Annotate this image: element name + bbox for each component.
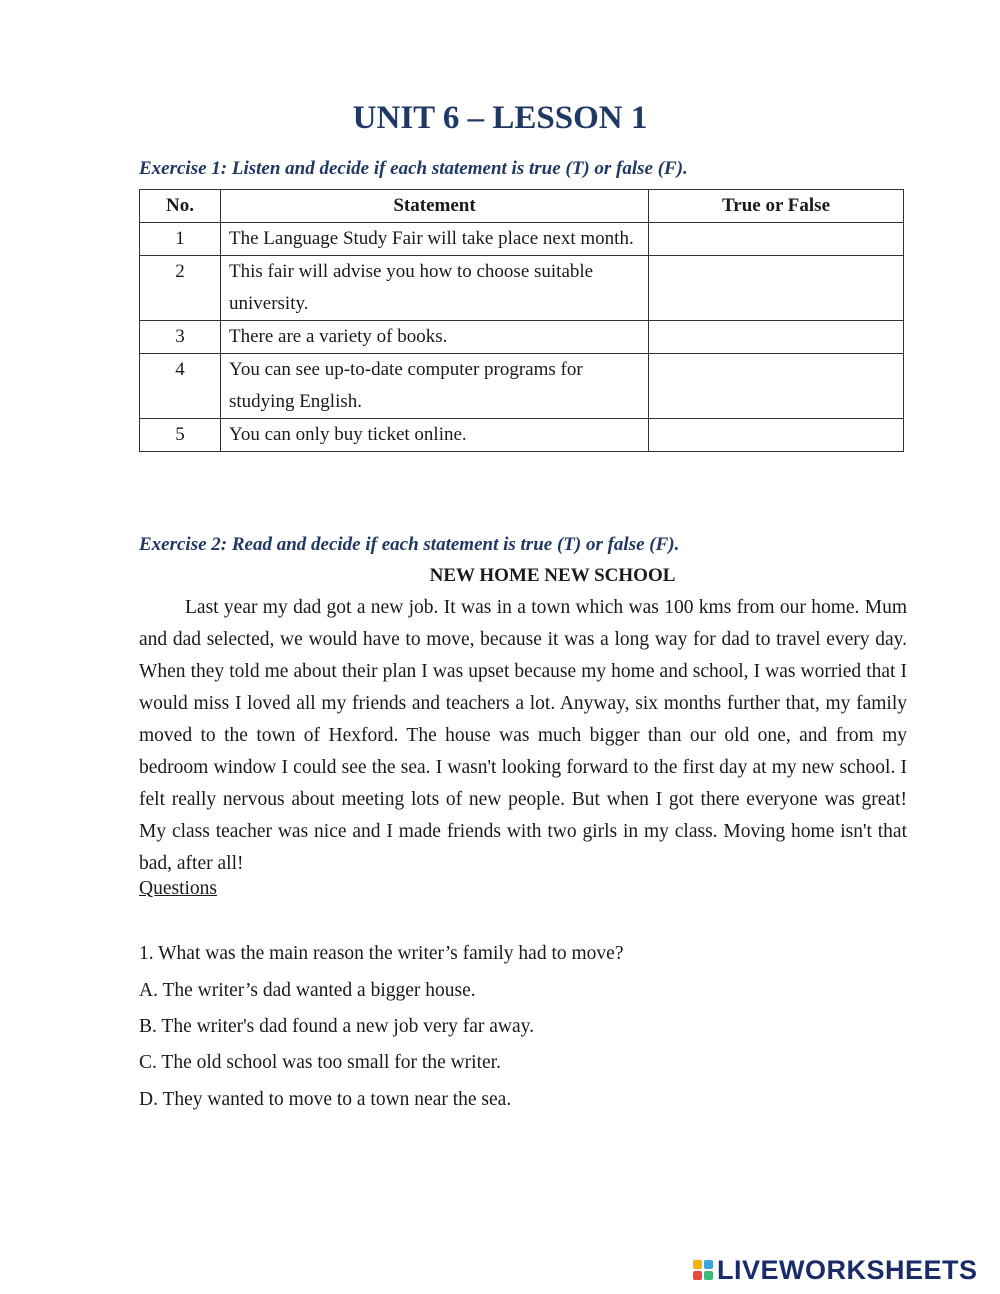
brand-mark-square bbox=[704, 1260, 713, 1269]
table-row bbox=[140, 223, 904, 256]
exercise1-heading: Exercise 1: Listen and decide if each statement is true (T) or false (F). bbox=[139, 158, 688, 179]
reading-passage: Last year my dad got a new job. It was in a town which was 100 kms from our home. Mum and dad selected, we would have to move, because it was a long way for dad to travel every day. When they told me about their plan I was upset because my home and school, I was worried that I would miss I loved all my friends and teachers a lot. Anyway, six months further that, my family moved to the town of Hexford. The house was much bigger than our old one, and from my bedroom window I could see the sea. I wasn't looking forward to the first day at my new school. I felt really nervous about meeting lots of new people. But when I got there everyone was great! My class teacher was nice and I made friends with two girls in my class. Moving home isn't that bad, after all! bbox=[139, 597, 907, 874]
questions-label: Questions bbox=[139, 878, 217, 899]
story-title: NEW HOME NEW SCHOOL bbox=[429, 565, 676, 586]
option-d[interactable]: D. They wanted to move to a town near the sea. bbox=[139, 1089, 512, 1110]
page-title: UNIT 6 – LESSON 1 bbox=[352, 100, 648, 136]
option-c[interactable]: C. The old school was too small for the writer. bbox=[139, 1052, 501, 1073]
row-number: 4 bbox=[140, 354, 221, 419]
row-statement: There are a variety of books. bbox=[221, 321, 649, 354]
table-row bbox=[140, 321, 904, 354]
answer-cell[interactable] bbox=[649, 223, 904, 256]
row-statement: You can only buy ticket online. bbox=[221, 419, 649, 452]
option-a[interactable]: A. The writer’s dad wanted a bigger house. bbox=[139, 980, 476, 1001]
answer-cell[interactable] bbox=[649, 256, 904, 321]
column-header-statement: Statement bbox=[221, 190, 649, 223]
row-statement: The Language Study Fair will take place next month. bbox=[221, 223, 649, 256]
brand-mark-square bbox=[693, 1260, 702, 1269]
option-b[interactable]: B. The writer's dad found a new job very far away. bbox=[139, 1016, 535, 1037]
brand-text: LIVEWORKSHEETS bbox=[717, 1254, 978, 1285]
row-statement: This fair will advise you how to choose suitable university. bbox=[221, 256, 649, 321]
row-number: 1 bbox=[140, 223, 221, 256]
brand-mark-square bbox=[693, 1271, 702, 1280]
table-header-row bbox=[140, 190, 904, 223]
column-header-no: No. bbox=[140, 190, 221, 223]
true-false-table bbox=[139, 189, 904, 452]
brand-mark-square bbox=[704, 1271, 713, 1280]
row-number: 3 bbox=[140, 321, 221, 354]
answer-cell[interactable] bbox=[649, 321, 904, 354]
row-number: 2 bbox=[140, 256, 221, 321]
liveworksheets-logo bbox=[693, 1254, 978, 1286]
column-header-true-false: True or False bbox=[649, 190, 904, 223]
table-row bbox=[140, 419, 904, 452]
table-row bbox=[140, 354, 904, 419]
answer-cell[interactable] bbox=[649, 419, 904, 452]
row-statement: You can see up-to-date computer programs for studying English. bbox=[221, 354, 649, 419]
brand-mark-icon bbox=[693, 1260, 713, 1280]
answer-cell[interactable] bbox=[649, 354, 904, 419]
row-number: 5 bbox=[140, 419, 221, 452]
question-text: 1. What was the main reason the writer’s family had to move? bbox=[139, 943, 624, 964]
exercise2-heading: Exercise 2: Read and decide if each statement is true (T) or false (F). bbox=[139, 534, 680, 555]
table-row bbox=[140, 256, 904, 321]
